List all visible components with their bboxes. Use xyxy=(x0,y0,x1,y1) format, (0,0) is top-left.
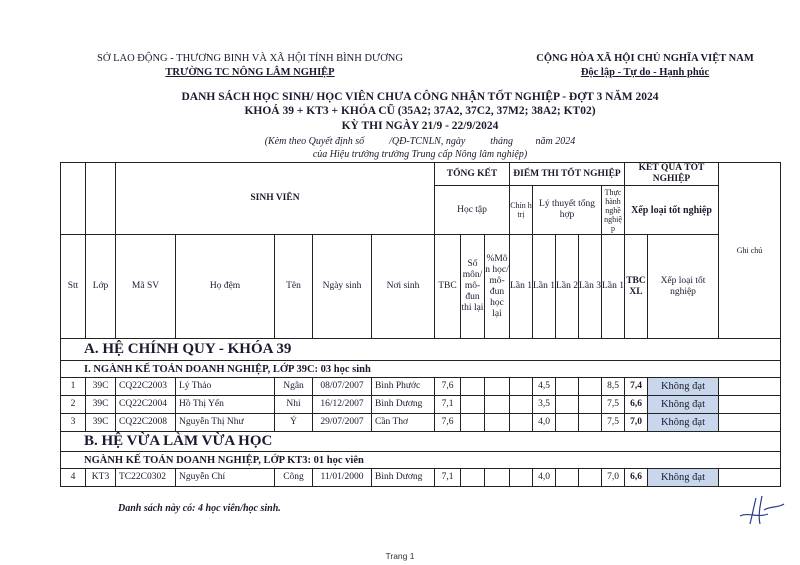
header-lop: Lớp xyxy=(86,235,116,339)
header-pct-mon: %Mô n học/ mô-đun học lại xyxy=(485,235,510,339)
table-row: 1 39C CQ22C2003 Lý Thảo Ngân 08/07/2007 Bình Phước 7,6 4,5 8,5 7,4 Không đạt xyxy=(61,378,781,396)
header-sinh-vien: SINH VIÊN xyxy=(116,163,435,235)
footnote: Danh sách này có: 4 học viên/học sinh. xyxy=(118,503,281,514)
table-row: 4 KT3 TC22C0302 Nguyễn Chí Công 11/01/2000 Bình Dương 7,1 4,0 7,0 6,6 Không đạt xyxy=(61,469,781,487)
table-row: 3 39C CQ22C2008 Nguyễn Thị Như Ý 29/07/2007 Cần Thơ 7,6 4,0 7,5 7,0 Không đạt xyxy=(61,414,781,432)
header-hoc-tap: Học tập xyxy=(435,186,510,235)
table-row: 2 39C CQ22C2004 Hồ Thị Yến Nhi 16/12/2007 Bình Dương 7,1 3,5 7,5 6,6 Không đạt xyxy=(61,396,781,414)
section-b-title: B. HỆ VỪA LÀM VỪA HỌC xyxy=(61,432,781,452)
header-stt: Stt xyxy=(61,235,86,339)
header-tbc: TBC xyxy=(435,235,461,339)
document-title: DANH SÁCH HỌC SINH/ HỌC VIÊN CHƯA CÔNG NHẬN TỐT NGHIỆP - ĐỢT 3 NĂM 2024 xyxy=(181,91,659,103)
issuer-department: SỞ LAO ĐỘNG - THƯƠNG BINH VÀ XÃ HỘI TỈNH BÌNH DƯƠNG xyxy=(97,53,403,64)
header-diem-thi: ĐIỂM THI TỐT NGHIỆP xyxy=(510,163,625,186)
header-xep-loai: Xếp loại tốt nghiệp xyxy=(648,235,719,339)
page-number: Trang 1 xyxy=(385,551,415,561)
header-lt-lan1: Lần 1 xyxy=(533,235,556,339)
header-ghi-chu: Ghi chú xyxy=(719,163,781,339)
header-xep-loai-tot-nghiep: Xếp loại tốt nghiệp xyxy=(625,186,719,235)
status-badge: Không đạt xyxy=(648,469,719,487)
student-table xyxy=(60,162,781,487)
header-chinh-tri-lan1: Lần 1 xyxy=(510,235,533,339)
section-a-title: A. HỆ CHÍNH QUY - KHÓA 39 xyxy=(61,339,781,361)
header-th-lan1: Lần 1 xyxy=(602,235,625,339)
header-ket-qua: KẾT QUẢ TỐT NGHIỆP xyxy=(625,163,719,186)
decision-reference: (Kèm theo Quyết định số /QĐ-TCNLN, ngày tháng năm 2024 xyxy=(264,136,576,147)
header-chinh-tri: Chín h trị xyxy=(510,186,533,235)
section-b-subtitle: NGÀNH KẾ TOÁN DOANH NGHIỆP, LỚP KT3: 01 học viên xyxy=(61,452,781,469)
header-lt-lan2: Lần 2 xyxy=(556,235,579,339)
national-motto-block xyxy=(500,52,790,80)
exam-date: KỲ THI NGÀY 21/9 - 22/9/2024 xyxy=(341,120,499,132)
signature-mark-icon xyxy=(738,492,788,528)
decision-issuer: của Hiệu trưởng trường Trung cấp Nông lâm nghiệp) xyxy=(312,149,528,160)
header-ten: Tên xyxy=(275,235,313,339)
header-so-mon: Số môn/ mô-đun thi lại xyxy=(461,235,485,339)
header-ho-dem: Họ đệm xyxy=(176,235,275,339)
header-ngay-sinh: Ngày sinh xyxy=(313,235,372,339)
header-tbc-xl: TBC XL xyxy=(625,235,648,339)
issuer-block xyxy=(95,52,405,80)
status-badge: Không đạt xyxy=(648,414,719,432)
national-motto: Độc lập - Tự do - Hạnh phúc xyxy=(580,67,710,78)
header-noi-sinh: Nơi sinh xyxy=(372,235,435,339)
section-a-subtitle: I. NGÀNH KẾ TOÁN DOANH NGHIỆP, LỚP 39C: 03 học sinh xyxy=(61,361,781,378)
header-ly-thuyet: Lý thuyết tổng hợp xyxy=(533,186,602,235)
header-tong-ket: TỔNG KẾT xyxy=(435,163,510,186)
document-subtitle: KHOÁ 39 + KT3 + KHÓA CŨ (35A2; 37A2, 37C2, 37M2; 38A2; KT02) xyxy=(244,105,596,117)
issuer-school: TRƯỜNG TC NÔNG LÂM NGHIỆP xyxy=(165,67,335,78)
header-ma-sv: Mã SV xyxy=(116,235,176,339)
header-thuc-hanh: Thực hành nghề nghiệ p xyxy=(602,186,625,235)
national-title: CỘNG HÒA XÃ HỘI CHỦ NGHĨA VIỆT NAM xyxy=(536,53,754,64)
status-badge: Không đạt xyxy=(648,378,719,396)
header-lt-lan3: Lần 3 xyxy=(579,235,602,339)
status-badge: Không đạt xyxy=(648,396,719,414)
